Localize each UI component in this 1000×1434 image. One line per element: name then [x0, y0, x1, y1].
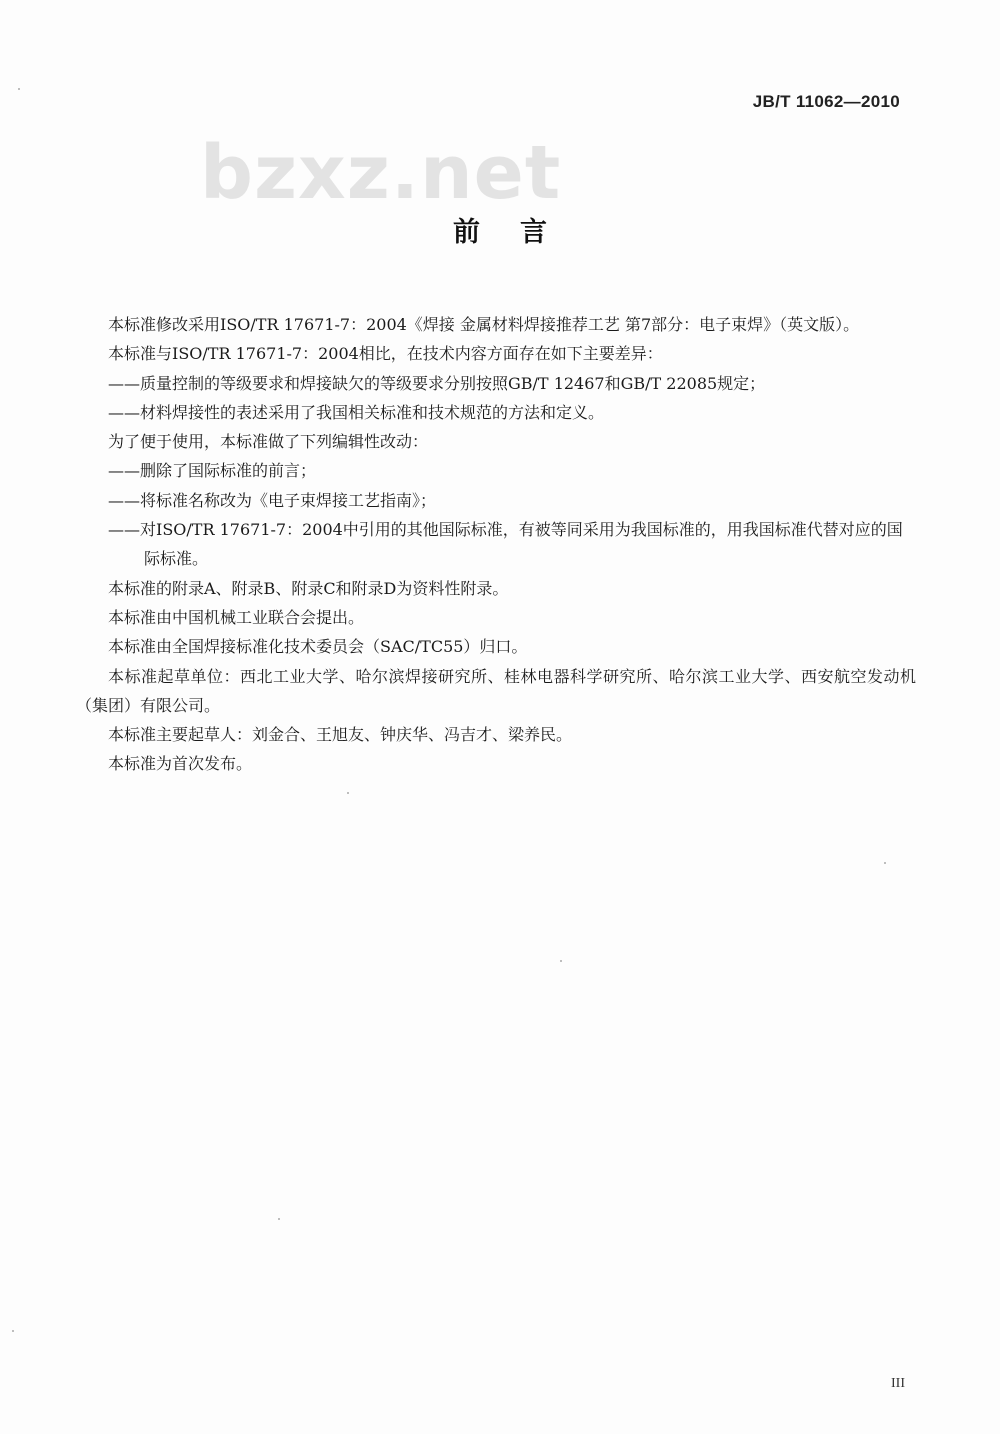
- paragraph-drafters: 本标准主要起草人：刘金合、王旭友、钟庆华、冯吉才、梁养民。: [108, 725, 573, 745]
- list-item-editorial-1: ——删除了国际标准的前言；: [108, 461, 317, 481]
- paragraph-first-release: 本标准为首次发布。: [108, 754, 253, 774]
- watermark: bzxz.net: [200, 130, 562, 216]
- scan-speck: [884, 862, 886, 864]
- paragraph-proposed-by: 本标准由中国机械工业联合会提出。: [108, 607, 365, 627]
- scan-speck: [12, 1330, 14, 1332]
- paragraph-drafting-units: 本标准起草单位：西北工业大学、哈尔滨焊接研究所、桂林电器科学研究所、哈尔滨工业大学、西安航空发动机（集团）有限公司。: [76, 666, 916, 715]
- paragraph-editorial: 为了便于使用，本标准做了下列编辑性改动：: [108, 432, 429, 452]
- paragraph-under-jurisdiction: 本标准由全国焊接标准化技术委员会（SAC/TC55）归口。: [108, 637, 528, 657]
- scan-speck: [278, 1218, 280, 1220]
- foreword-body: [76, 310, 916, 779]
- paragraph-annexes: 本标准的附录A、附录B、附录C和附录D为资料性附录。: [108, 578, 509, 598]
- page-title: 前言: [453, 217, 587, 248]
- standard-code: JB/T 11062—2010: [752, 92, 900, 111]
- list-item-editorial-3: ——对ISO/TR 17671-7：2004中引用的其他国际标准，有被等同采用为我国标准的，用我国标准代替对应的国际标准。: [108, 520, 903, 569]
- page-number: III: [891, 1376, 905, 1391]
- scan-speck: [560, 960, 562, 962]
- scan-speck: [347, 792, 349, 794]
- list-item-difference-2: ——材料焊接性的表述采用了我国相关标准和技术规范的方法和定义。: [108, 402, 605, 422]
- scan-speck: [18, 88, 20, 90]
- paragraph-differences: 本标准与ISO/TR 17671-7：2004相比，在技术内容方面存在如下主要差异：: [108, 344, 663, 364]
- list-item-difference-1: ——质量控制的等级要求和焊接缺欠的等级要求分别按照GB/T 12467和GB/T 22085规定；: [108, 373, 766, 393]
- paragraph-adoption: 本标准修改采用ISO/TR 17671-7：2004《焊接 金属材料焊接推荐工艺 第7部分：电子束焊》（英文版）。: [108, 315, 860, 334]
- list-item-editorial-2: ——将标准名称改为《电子束焊接工艺指南》；: [108, 490, 437, 510]
